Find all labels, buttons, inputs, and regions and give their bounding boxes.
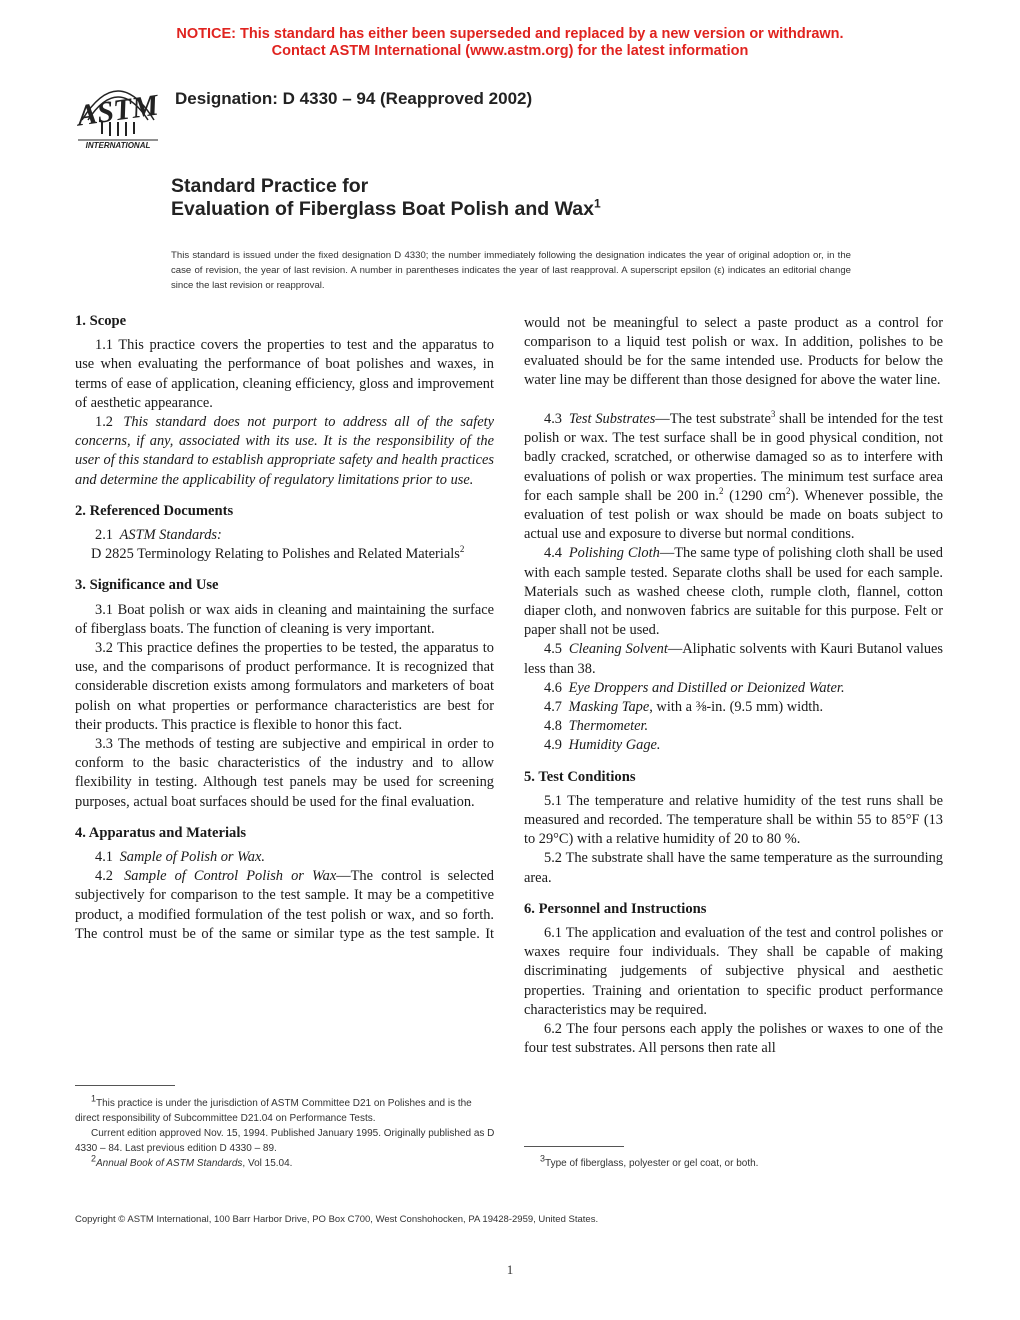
footnote-marker: 3 [540,1153,546,1164]
paragraph-number: 4.2 [95,868,113,885]
book-title: Annual Book of ASTM Standards [96,1158,243,1169]
item-polishing-cloth: Polishing Cloth [568,545,660,562]
astm-standards-label: ASTM Standards: [119,527,222,544]
footnote-marker: 2 [91,1153,97,1164]
item-control-polish: Sample of Control Polish or Wax [124,868,337,885]
item-eye-droppers: Eye Droppers and Distilled or Deionized Water. [568,679,845,696]
paragraph-number: 4.5 [544,641,562,658]
paragraph-6-2: 6.2 The four persons each apply the polishes or waxes to one of the four test substrates. All persons then rate all [524,1021,943,1057]
paragraph-4-2-text: —The control is selected subjectively for comparison to the test sample. It may be a competitive product, a modified formulation of the test polish or wax, and so forth. The control must be of the same or similar type as the test sample. It [75,868,494,942]
footnote-1 [75,1093,495,1126]
paragraph-5-2: 5.2 The substrate shall have the same temperature as the surrounding area. [524,850,943,886]
text-fragment: , with a ⅜-in. (9.5 mm) width. [649,699,824,716]
paragraph-number: 4.7 [544,699,562,716]
footnotes-right [524,1153,944,1171]
logo-international: INTERNATIONAL [85,141,151,150]
issuance-note: This standard is issued under the fixed designation D 4330; the number immediately following the designation indicates the year of original adoption or, in the case of revision, the year of last revision. A number in parentheses indicates the year of last reapproval. A superscript epsilon (ε) indicates an editorial change since the last revision or reapproval. [171,250,851,291]
paragraph-4-6 [524,679,943,698]
text-fragment: —Aliphatic solvents with Kauri Butanol values less than 38. [524,641,944,677]
footnote-rule-right [524,1146,624,1147]
paragraph-number: 4.4 [544,545,562,562]
footnote-ref-3: 3 [770,409,776,420]
section-heading-apparatus: 4. Apparatus and Materials [75,824,247,841]
paragraph-4-4 [524,544,943,640]
logo-letters: ASTM [75,88,161,133]
paragraph-3-3: 3.3 The methods of testing are subjective and empirical in order to conform to the basic characteristics of the industry and to allow flexibility in testing. Although test panels may be used for screening purposes, actual boat surfaces should be used for the final evaluation. [75,736,494,810]
paragraph-4-8 [524,717,943,736]
paragraph-4-2-continuation [524,314,943,410]
item-test-substrates: Test Substrates [568,411,656,427]
paragraph-3-1: 3.1 Boat polish or wax aids in cleaning and maintaining the surface of fiberglass boats. The function of cleaning is very important. [75,601,494,637]
text-fragment: —The test substrate [655,411,771,427]
text-fragment: (1290 cm [723,487,786,504]
section-heading-test-conditions: 5. Test Conditions [524,768,636,785]
footnote-text: Type of fiberglass, polyester or gel coat, or both. [545,1158,759,1169]
paragraph-number: 4.8 [544,718,562,735]
item-masking-tape: Masking Tape [568,699,650,716]
notice-line-1: NOTICE: This standard has either been superseded and replaced by a new version or withdrawn. [176,26,844,42]
section-heading-scope: 1. Scope [75,313,127,329]
right-column [524,314,943,1059]
footnote-ref-2: 2 [459,544,465,555]
footnote-1-edition: Current edition approved Nov. 15, 1994. Published January 1995. Originally published as D 4330 – 84. Last previous edition D 4330 – 89. [75,1128,495,1154]
footnote-text: This practice is under the jurisdiction of ASTM Committee D21 on Polishes and is the direct responsibility of Subcommittee D21.04 on Performance Tests. [75,1098,472,1124]
paragraph-6-1: 6.1 The application and evaluation of the test and control polishes or waxes require four individuals. They shall be capable of making discriminating judgements of subjective physical and aesthetic properties. Training and orientation to specific product performance characteristics may be required. [524,925,943,1018]
paragraph-number: 1.2 [95,414,113,431]
astm-logo-icon [72,72,164,152]
superscript: 2 [785,486,791,497]
paragraph-4-2 [75,867,494,944]
paragraph-number: 4.6 [544,679,562,696]
paragraph-5-1: 5.1 The temperature and relative humidity of the test runs shall be measured and recorded. The temperature shall be within 55 to 85°F (13 to 29°C) with a relative humidity of 20 to 80 %. [524,792,943,848]
paragraph-4-1 [75,848,494,867]
section-heading-personnel: 6. Personnel and Instructions [524,900,707,917]
item-thermometer: Thermometer. [568,718,649,735]
paragraph-4-9 [524,736,943,755]
footnote-3 [524,1153,944,1171]
paragraph-number: 4.3 [544,411,562,427]
text-fragment: shall be intended for the test polish or wax. The test surface shall be in good physical condition, not badly cracked, scratched, or otherwise damaged so as to interfere with evaluations of polish or wax properties. The minimum test surface area for each sample shall be 200 in. [524,411,943,504]
safety-caveat: This standard does not purport to address all of the safety concerns, if any, associated with its use. It is the responsibility of the user of this standard to establish appropriate safety and health practices and determine the applicability of regulatory limitations prior to use. [75,414,494,488]
paragraph-4-5 [524,640,943,678]
paragraph-4-7 [524,698,943,717]
paragraph-number: 2.1 [95,527,113,544]
document-title [171,175,601,221]
withdrawal-notice [0,26,1020,60]
reference-d2825 [75,545,494,564]
section-heading-significance: 3. Significance and Use [75,577,219,594]
section-heading-referenced-documents: 2. Referenced Documents [75,502,234,519]
footnote-2 [75,1153,495,1171]
paragraph-1-1: 1.1 This practice covers the properties to test and the apparatus to use when evaluating the performance of boat polishes and waxes, in terms of ease of application, cleaning efficiency, gloss and improvement of aesthetic appearance. [75,337,494,411]
notice-line-2: Contact ASTM International (www.astm.org) for the latest information [271,43,749,59]
paragraph-1-2 [75,413,494,490]
title-line-2 [171,198,601,221]
text-fragment: —The same type of polishing cloth shall be used with each sample tested. Separate cloths shall be used for each sample. Materials such as washed cheese cloth, rumple cloth, flannel, cotton diaper cloth, and nonwoven fabrics are suitable for this purpose. Felt or paper shall not be used. [524,545,943,639]
title-line-1: Standard Practice for [171,175,369,197]
item-cleaning-solvent: Cleaning Solvent [568,641,668,658]
paragraph-4-2-overflow [524,314,943,391]
footnote-rule-left [75,1085,175,1086]
item-humidity-gage: Humidity Gage. [568,737,661,754]
paragraph-4-2-text: would not be meaningful to select a paste product as a control for comparison to a liquid test polish or wax. In addition, polishes to be evaluated should be for the same intended use. Products for below the water line may be different than those designed for above the water line. [524,314,943,389]
paragraph-4-3 [524,410,943,544]
footnote-marker: 1 [91,1093,97,1104]
designation: Designation: D 4330 – 94 (Reapproved 2002) [175,89,533,108]
paragraph-3-2: 3.2 This practice defines the properties to be tested, the apparatus to use, and the comparisons of product performance. It is recognized that considerable discretion exists among formulators and marketers of boat polish on what properties or performance characteristics are best for their products. This practice is flexible to honor this fact. [75,640,494,733]
item-sample-polish: Sample of Polish or Wax. [119,849,265,866]
title-footnote-ref: 1 [593,196,601,211]
reference-text: D 2825 Terminology Relating to Polishes and Related Materials [91,546,460,563]
paragraph-2-1 [75,526,494,545]
copyright-notice: Copyright © ASTM International, 100 Barr Harbor Drive, PO Box C700, West Conshohocken, PA 19428-2959, United States. [75,1214,599,1225]
paragraph-number: 4.9 [544,737,562,754]
title-main: Evaluation of Fiberglass Boat Polish and Wax [171,198,594,220]
footnotes-left [75,1093,495,1171]
superscript: 2 [718,486,724,497]
left-column [75,312,494,944]
text-fragment: ). Whenever possible, the evaluation of test polish or wax should be made on boats subject to actual use and exposure to diverse but normal conditions. [524,487,943,543]
paragraph-number: 4.1 [95,849,113,866]
footnote-text: , Vol 15.04. [242,1158,293,1169]
page-number: 1 [506,1262,514,1277]
